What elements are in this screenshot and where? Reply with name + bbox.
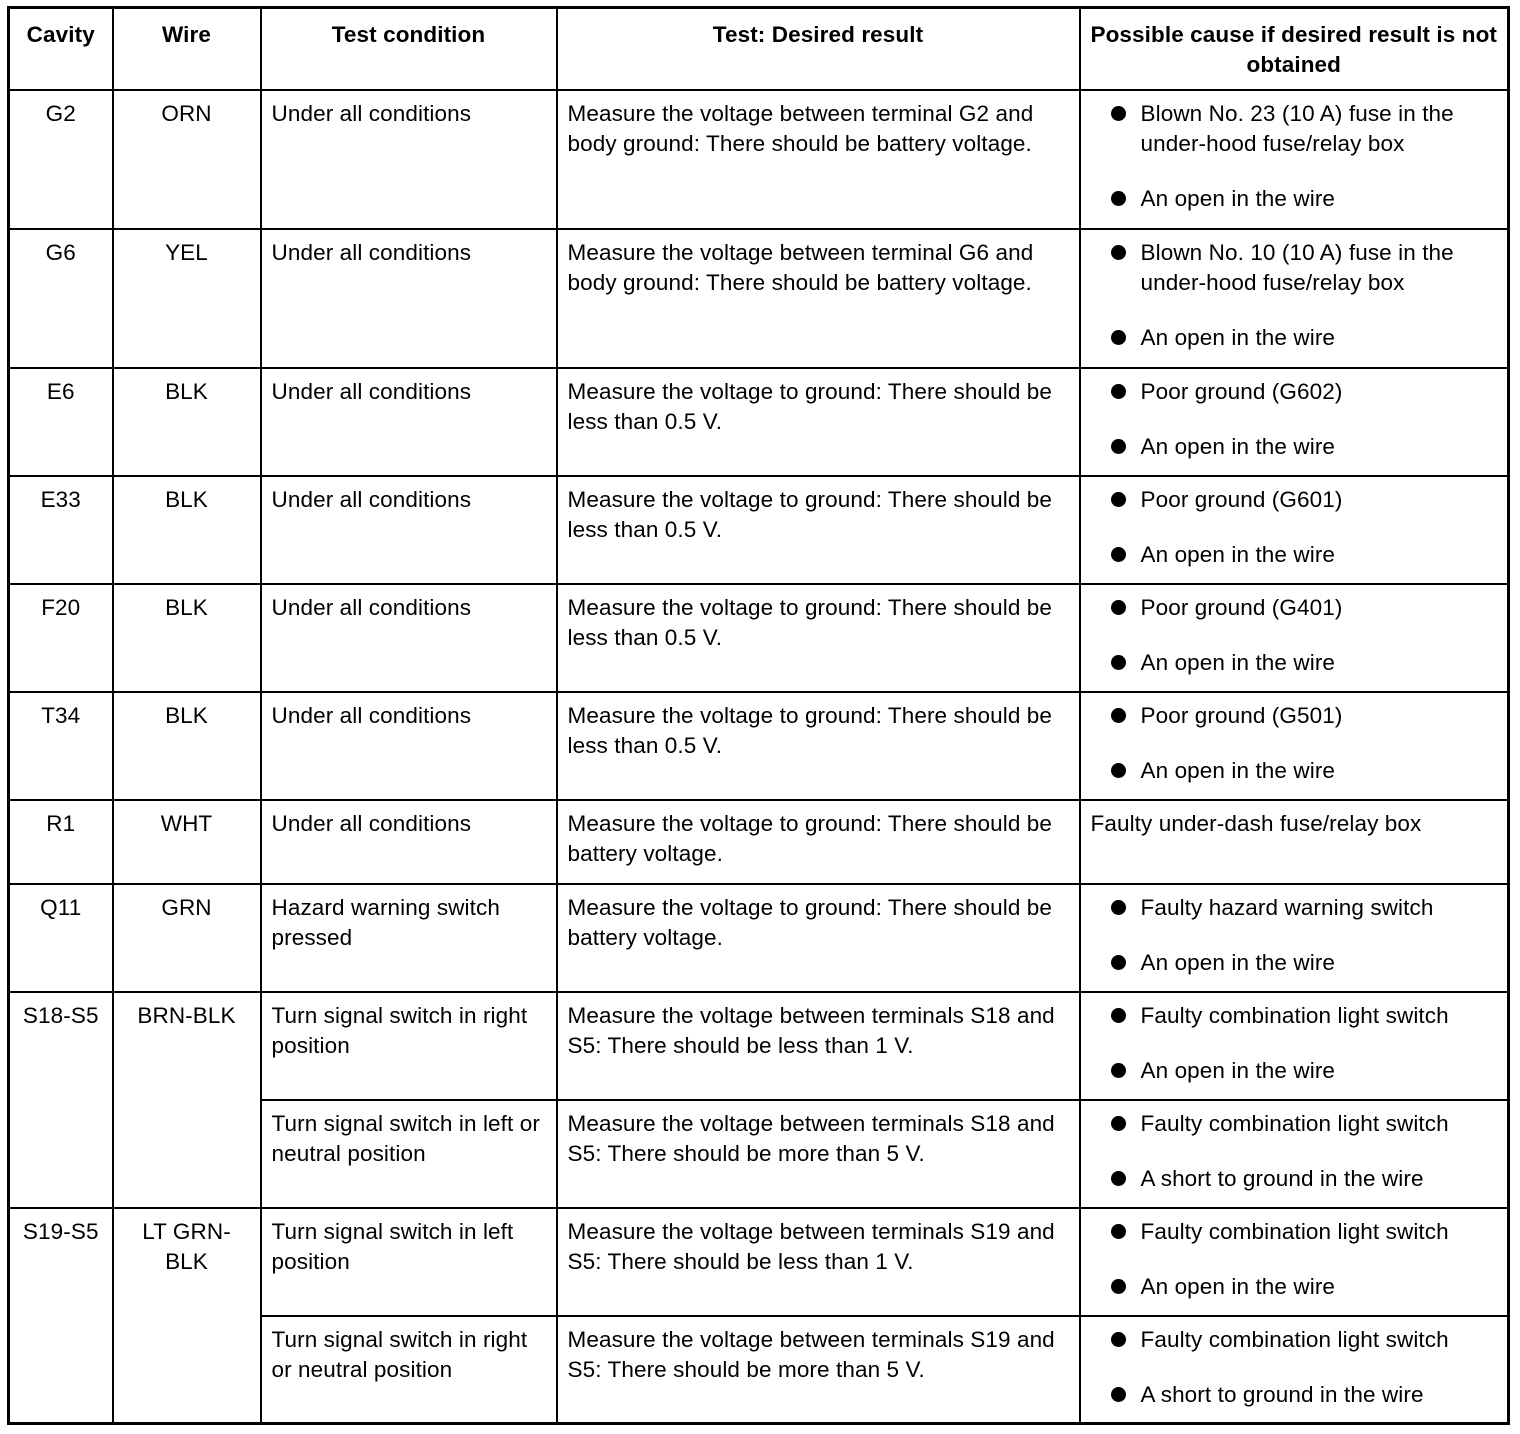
table-row <box>9 884 1509 992</box>
cause-list <box>1091 701 1498 786</box>
bullet-icon <box>1111 900 1126 915</box>
cause-list <box>1091 893 1498 978</box>
wire-cell: YEL <box>113 229 261 368</box>
bullet-icon <box>1111 1279 1126 1294</box>
cause-list <box>1091 593 1498 678</box>
cavity-cell: S18-S5 <box>9 992 113 1208</box>
desired-result-cell: Measure the voltage to ground: There should be less than 0.5 V. <box>557 368 1080 476</box>
cause-text: Poor ground (G601) <box>1140 486 1343 512</box>
list-item <box>1091 893 1498 923</box>
table-row <box>9 368 1509 476</box>
cavity-cell: E6 <box>9 368 113 476</box>
table-row <box>9 800 1509 884</box>
test-condition-cell: Under all conditions <box>261 692 557 800</box>
test-condition-cell: Under all conditions <box>261 90 557 229</box>
bullet-icon <box>1111 439 1126 454</box>
wire-cell: WHT <box>113 800 261 884</box>
wire-cell: GRN <box>113 884 261 992</box>
desired-result-cell: Measure the voltage between terminals S19 and S5: There should be more than 5 V. <box>557 1316 1080 1424</box>
header-desired-result: Test: Desired result <box>557 8 1080 90</box>
possible-cause-cell <box>1080 1316 1509 1424</box>
test-condition-cell: Hazard warning switch pressed <box>261 884 557 992</box>
cause-list <box>1091 1325 1498 1410</box>
possible-cause-cell <box>1080 229 1509 368</box>
list-item <box>1091 1109 1498 1139</box>
cause-text: Faulty combination light switch <box>1140 1218 1449 1244</box>
desired-result-cell: Measure the voltage to ground: There should be less than 0.5 V. <box>557 476 1080 584</box>
possible-cause-cell <box>1080 800 1509 884</box>
bullet-icon <box>1111 547 1126 562</box>
cause-text: Poor ground (G401) <box>1140 594 1343 620</box>
wire-cell: BLK <box>113 584 261 692</box>
list-item <box>1091 701 1498 731</box>
bullet-icon <box>1111 191 1126 206</box>
list-item <box>1091 377 1498 407</box>
list-item <box>1091 1380 1498 1410</box>
cause-text: Blown No. 23 (10 A) fuse in the under-hood fuse/relay box <box>1140 100 1454 156</box>
test-condition-cell: Under all conditions <box>261 476 557 584</box>
cause-text: An open in the wire <box>1140 433 1336 459</box>
cause-text: An open in the wire <box>1140 1057 1336 1083</box>
desired-result-cell: Measure the voltage to ground: There should be battery voltage. <box>557 800 1080 884</box>
list-item <box>1091 184 1498 214</box>
list-item <box>1091 99 1498 159</box>
test-condition-cell: Under all conditions <box>261 584 557 692</box>
possible-cause-cell <box>1080 1100 1509 1208</box>
cause-text: An open in the wire <box>1140 757 1336 783</box>
cause-text: An open in the wire <box>1140 185 1336 211</box>
bullet-icon <box>1111 384 1126 399</box>
list-item <box>1091 1325 1498 1355</box>
desired-result-cell: Measure the voltage to ground: There should be battery voltage. <box>557 884 1080 992</box>
bullet-icon <box>1111 708 1126 723</box>
cause-text: Faulty combination light switch <box>1140 1002 1449 1028</box>
bullet-icon <box>1111 655 1126 670</box>
cause-text: Poor ground (G602) <box>1140 378 1343 404</box>
cause-text: An open in the wire <box>1140 649 1336 675</box>
possible-cause-cell <box>1080 584 1509 692</box>
cause-text: Poor ground (G501) <box>1140 702 1343 728</box>
list-item <box>1091 948 1498 978</box>
possible-cause-cell <box>1080 368 1509 476</box>
cause-text: An open in the wire <box>1140 541 1336 567</box>
bullet-icon <box>1111 763 1126 778</box>
list-item <box>1091 485 1498 515</box>
possible-cause-cell <box>1080 692 1509 800</box>
desired-result-cell: Measure the voltage to ground: There should be less than 0.5 V. <box>557 584 1080 692</box>
bullet-icon <box>1111 1063 1126 1078</box>
cause-list <box>1091 1001 1498 1086</box>
wire-cell: BRN-BLK <box>113 992 261 1208</box>
table-row <box>9 992 1509 1100</box>
cavity-cell: R1 <box>9 800 113 884</box>
possible-cause-cell <box>1080 1208 1509 1316</box>
test-condition-cell: Turn signal switch in right or neutral position <box>261 1316 557 1424</box>
list-item <box>1091 756 1498 786</box>
list-item <box>1091 1272 1498 1302</box>
bullet-icon <box>1111 492 1126 507</box>
cavity-cell: T34 <box>9 692 113 800</box>
bullet-icon <box>1111 1332 1126 1347</box>
cause-list <box>1091 238 1498 353</box>
possible-cause-cell <box>1080 90 1509 229</box>
list-item <box>1091 1217 1498 1247</box>
list-item <box>1091 238 1498 298</box>
bullet-icon <box>1111 1171 1126 1186</box>
cavity-cell: Q11 <box>9 884 113 992</box>
list-item <box>1091 1164 1498 1194</box>
list-item <box>1091 1056 1498 1086</box>
cause-list <box>1091 377 1498 462</box>
header-test-condition: Test condition <box>261 8 557 90</box>
desired-result-cell: Measure the voltage between terminals S19 and S5: There should be less than 1 V. <box>557 1208 1080 1316</box>
header-wire: Wire <box>113 8 261 90</box>
cause-text: Faulty under-dash fuse/relay box <box>1090 810 1422 836</box>
test-condition-cell: Turn signal switch in left position <box>261 1208 557 1316</box>
cause-list <box>1091 485 1498 570</box>
wire-cell: BLK <box>113 476 261 584</box>
list-item <box>1091 648 1498 678</box>
cause-text: Faulty combination light switch <box>1140 1326 1449 1352</box>
desired-result-cell: Measure the voltage between terminals S18 and S5: There should be less than 1 V. <box>557 992 1080 1100</box>
test-condition-cell: Under all conditions <box>261 229 557 368</box>
cause-list <box>1091 1217 1498 1302</box>
bullet-icon <box>1111 1116 1126 1131</box>
terminal-test-table <box>7 6 1510 1425</box>
bullet-icon <box>1111 1387 1126 1402</box>
desired-result-cell: Measure the voltage between terminal G6 and body ground: There should be battery voltage. <box>557 229 1080 368</box>
list-item <box>1091 432 1498 462</box>
cause-text: Faulty hazard warning switch <box>1140 894 1434 920</box>
header-cavity: Cavity <box>9 8 113 90</box>
bullet-icon <box>1111 955 1126 970</box>
cavity-cell: F20 <box>9 584 113 692</box>
list-item <box>1091 323 1498 353</box>
cause-text: An open in the wire <box>1140 949 1336 975</box>
wire-cell: LT GRN-BLK <box>113 1208 261 1424</box>
test-condition-cell: Under all conditions <box>261 800 557 884</box>
desired-result-cell: Measure the voltage between terminals S18 and S5: There should be more than 5 V. <box>557 1100 1080 1208</box>
list-item <box>1091 1001 1498 1031</box>
cavity-cell: G2 <box>9 90 113 229</box>
header-row <box>9 8 1509 90</box>
test-condition-cell: Turn signal switch in right position <box>261 992 557 1100</box>
bullet-icon <box>1111 245 1126 260</box>
bullet-icon <box>1111 600 1126 615</box>
header-possible-cause: Possible cause if desired result is not obtained <box>1080 8 1509 90</box>
wire-cell: BLK <box>113 368 261 476</box>
cause-list <box>1091 1109 1498 1194</box>
test-condition-cell: Turn signal switch in left or neutral position <box>261 1100 557 1208</box>
cavity-cell: E33 <box>9 476 113 584</box>
bullet-icon <box>1111 330 1126 345</box>
wire-cell: BLK <box>113 692 261 800</box>
table-row <box>9 1208 1509 1316</box>
cause-text: Faulty combination light switch <box>1140 1110 1449 1136</box>
possible-cause-cell <box>1080 992 1509 1100</box>
table-row <box>9 692 1509 800</box>
cause-list <box>1091 99 1498 214</box>
table-row <box>9 229 1509 368</box>
possible-cause-cell <box>1080 884 1509 992</box>
bullet-icon <box>1111 1224 1126 1239</box>
list-item <box>1091 540 1498 570</box>
cause-text: Blown No. 10 (10 A) fuse in the under-hood fuse/relay box <box>1140 239 1454 295</box>
bullet-icon <box>1111 1008 1126 1023</box>
cavity-cell: G6 <box>9 229 113 368</box>
table-row <box>9 584 1509 692</box>
desired-result-cell: Measure the voltage to ground: There should be less than 0.5 V. <box>557 692 1080 800</box>
cavity-cell: S19-S5 <box>9 1208 113 1424</box>
wire-cell: ORN <box>113 90 261 229</box>
cause-text: An open in the wire <box>1140 324 1336 350</box>
table-body <box>9 90 1509 1424</box>
test-condition-cell: Under all conditions <box>261 368 557 476</box>
list-item <box>1091 593 1498 623</box>
possible-cause-cell <box>1080 476 1509 584</box>
cause-text: An open in the wire <box>1140 1273 1336 1299</box>
table-row <box>9 476 1509 584</box>
desired-result-cell: Measure the voltage between terminal G2 and body ground: There should be battery voltage. <box>557 90 1080 229</box>
table-row <box>9 90 1509 229</box>
cause-text: A short to ground in the wire <box>1140 1381 1424 1407</box>
bullet-icon <box>1111 106 1126 121</box>
cause-text: A short to ground in the wire <box>1140 1165 1424 1191</box>
